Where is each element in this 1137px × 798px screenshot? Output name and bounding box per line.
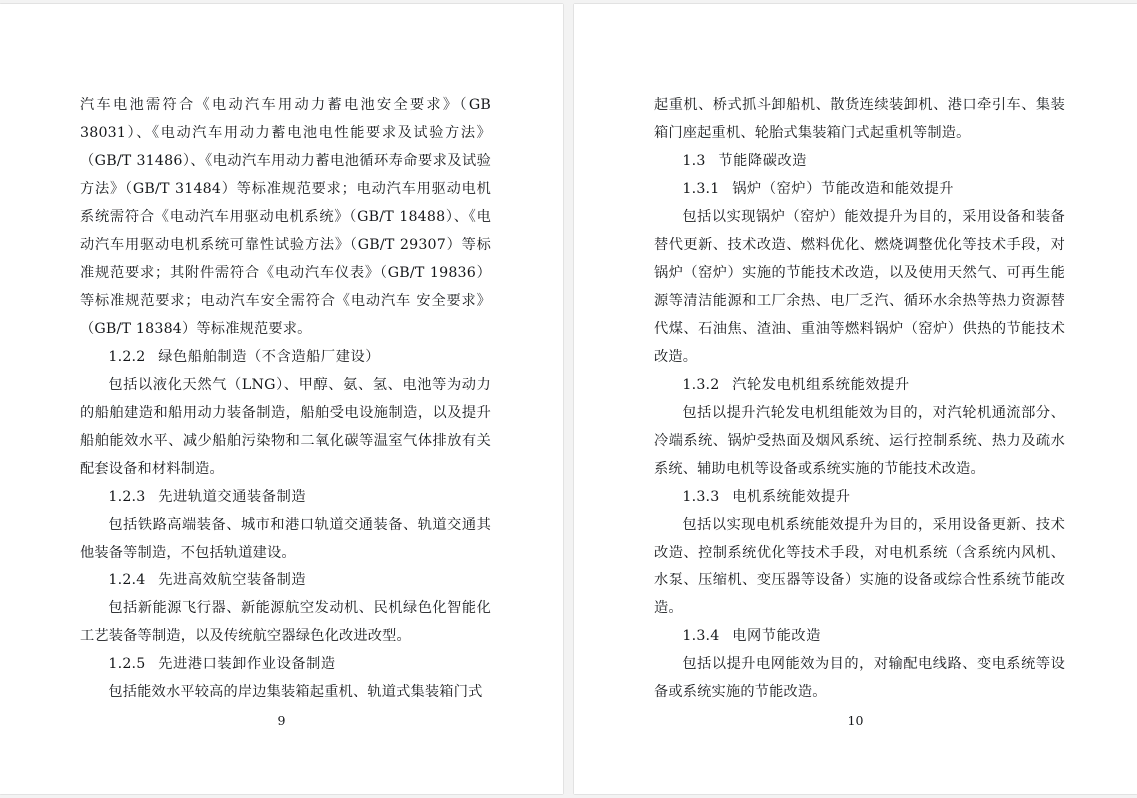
section-number: 1.3.1 [682, 180, 720, 197]
section-title: 先进轨道交通装备制造 [158, 488, 307, 505]
document-page-9 [0, 4, 563, 794]
section-title: 先进港口装卸作业设备制造 [158, 656, 336, 673]
section-number: 1.2.5 [108, 656, 146, 673]
paragraph: 包括以实现锅炉（窑炉）能效提升为目的，采用设备和装备替代更新、技术改造、燃料优化、燃烧调整优化等技术手段，对锅炉（窑炉）实施的节能技术改造，以及使用天然气、可再生能源等清洁能源和工厂余热、电厂乏汽、循环水余热等热力资源替代煤、石油焦、渣油、重油等燃料锅炉（窑炉）供热的节能技术改造。 [654, 208, 1065, 365]
section-number: 1.3.4 [682, 628, 720, 645]
page-content-10 [574, 4, 1137, 794]
paragraph: 包括能效水平较高的岸边集装箱起重机、轨道式集装箱门式 [108, 684, 483, 701]
section-title: 先进高效航空装备制造 [158, 572, 307, 589]
paragraph: 起重机、桥式抓斗卸船机、散货连续装卸机、港口牵引车、集装箱门座起重机、轮胎式集装箱门式起重机等制造。 [654, 97, 1065, 141]
section-heading [80, 484, 491, 512]
section-number: 1.3 [682, 152, 706, 169]
paragraph: 汽车电池需符合《电动汽车用动力蓄电池安全要求》（GB 38031）、《电动汽车用动力蓄电池电性能要求及试验方法》（GB/T 31486）、《电动汽车用动力蓄电池循环寿命要求及试验方法》（GB/T 31484）等标准规范要求；电动汽车用驱动电机系统需符合《电动汽车用驱动电机系统》（GB/T 18488）、《电动汽车用驱动电机系统可靠性试验方法》（GB/T 29307）等标准规范要求；其附件需符合《电动汽车仪表》（GB/T 19836）等标准规范要求；电动汽车安全需符合《电动汽车 安全要求》（GB/T 18384）等标准规范要求。 [80, 97, 491, 337]
page-number: 10 [847, 713, 864, 728]
section-number: 1.2.3 [108, 488, 146, 505]
section-number: 1.2.4 [108, 572, 146, 589]
section-heading [80, 651, 491, 679]
section-title: 电网节能改造 [732, 628, 821, 645]
paragraph: 包括以提升汽轮发电机组能效为目的，对汽轮机通流部分、冷端系统、锅炉受热面及烟风系统、运行控制系统、热力及疏水系统、辅助电机等设备或系统实施的节能技术改造。 [654, 404, 1065, 477]
page-content-9 [0, 4, 563, 794]
section-number: 1.3.3 [682, 488, 720, 505]
section-heading [654, 623, 1065, 651]
document-page-10 [574, 4, 1137, 794]
section-heading [654, 176, 1065, 204]
section-heading [654, 484, 1065, 512]
paragraph: 包括新能源飞行器、新能源航空发动机、民机绿色化智能化工艺装备等制造，以及传统航空器绿色化改进改型。 [80, 600, 491, 645]
paragraph: 包括铁路高端装备、城市和港口轨道交通装备、轨道交通其他装备等制造，不包括轨道建设。 [80, 516, 491, 561]
section-heading [80, 344, 491, 372]
section-title: 电机系统能效提升 [732, 488, 851, 505]
paragraph: 包括以液化天然气（LNG）、甲醇、氨、氢、电池等为动力的船舶建造和船用动力装备制造，船舶受电设施制造，以及提升船舶能效水平、减少船舶污染物和二氧化碳等温室气体排放有关配套设备和材料制造。 [80, 376, 491, 477]
section-title: 锅炉（窑炉）节能改造和能效提升 [732, 180, 955, 197]
section-heading [80, 567, 491, 595]
section-title: 节能降碳改造 [718, 152, 808, 169]
paragraph: 包括以提升电网能效为目的，对输配电线路、变电系统等设备或系统实施的节能改造。 [654, 656, 1065, 701]
page-number: 9 [277, 713, 286, 728]
section-number: 1.2.2 [108, 348, 146, 365]
section-number: 1.3.2 [682, 376, 720, 393]
paragraph: 包括以实现电机系统能效提升为目的，采用设备更新、技术改造、控制系统优化等技术手段，对电机系统（含系统内风机、水泵、压缩机、变压器等设备）实施的设备或综合性系统节能改造。 [654, 516, 1065, 617]
section-title: 汽轮发电机组系统能效提升 [732, 376, 910, 393]
section-heading [654, 148, 1065, 176]
section-title: 绿色船舶制造（不含造船厂建设） [158, 348, 381, 365]
section-heading [654, 372, 1065, 400]
